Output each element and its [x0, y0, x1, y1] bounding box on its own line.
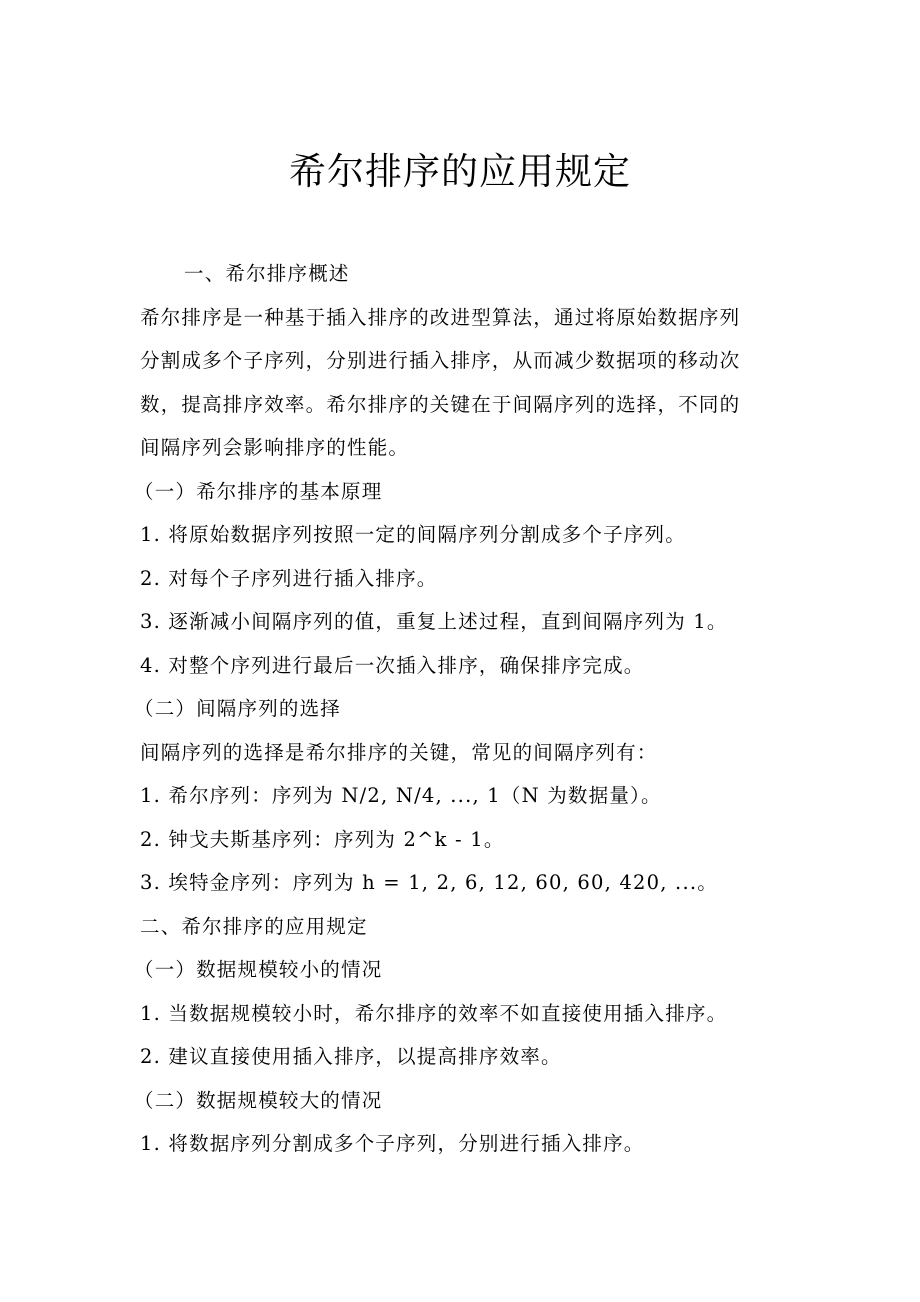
- paragraph-line: 间隔序列会影响排序的性能。: [140, 436, 410, 459]
- list-item: 1. 当数据规模较小时，希尔排序的效率不如直接使用插入排序。: [140, 1001, 728, 1025]
- list-item: 3. 逐渐减小间隔序列的值，重复上述过程，直到间隔序列为 1。: [140, 610, 728, 633]
- list-item: 1. 将原始数据序列按照一定的间隔序列分割成多个子序列。: [140, 523, 686, 546]
- list-item: 4. 对整个序列进行最后一次插入排序，确保排序完成。: [140, 653, 645, 677]
- document-body: [134, 252, 780, 1166]
- paragraph-line: 间隔序列的选择是希尔排序的关键，常见的间隔序列有：: [140, 740, 658, 764]
- subsection-heading-large-data: （二）数据规模较大的情况: [134, 1088, 383, 1112]
- paragraph-line: 希尔排序是一种基于插入排序的改进型算法，通过将原始数据序列: [140, 305, 741, 329]
- paragraph-line: 数，提高排序效率。希尔排序的关键在于间隔序列的选择，不同的: [140, 392, 741, 416]
- subsection-heading-principle: （一）希尔排序的基本原理: [134, 479, 383, 503]
- section-heading-overview: 一、希尔排序概述: [184, 262, 350, 285]
- list-item: 2. 钟戈夫斯基序列：序列为 2^k - 1。: [140, 827, 505, 851]
- list-item: 3. 埃特金序列：序列为 h = 1, 2, 6, 12, 60, 60, 420, ...。: [140, 871, 718, 894]
- paragraph-line: 分割成多个子序列，分别进行插入排序，从而减少数据项的移动次: [140, 349, 741, 372]
- list-item: 1. 将数据序列分割成多个子序列，分别进行插入排序。: [140, 1132, 645, 1155]
- list-item: 1. 希尔序列：序列为 N/2, N/4, ..., 1（N 为数据量）。: [140, 784, 662, 807]
- list-item: 2. 建议直接使用插入排序，以提高排序效率。: [140, 1045, 562, 1068]
- subsection-heading-small-data: （一）数据规模较小的情况: [134, 958, 383, 981]
- section-heading-application: 二、希尔排序的应用规定: [140, 914, 368, 938]
- list-item: 2. 对每个子序列进行插入排序。: [140, 566, 438, 590]
- document-title: 希尔排序的应用规定: [289, 150, 631, 193]
- subsection-heading-gap-sequence: （二）间隔序列的选择: [134, 697, 342, 720]
